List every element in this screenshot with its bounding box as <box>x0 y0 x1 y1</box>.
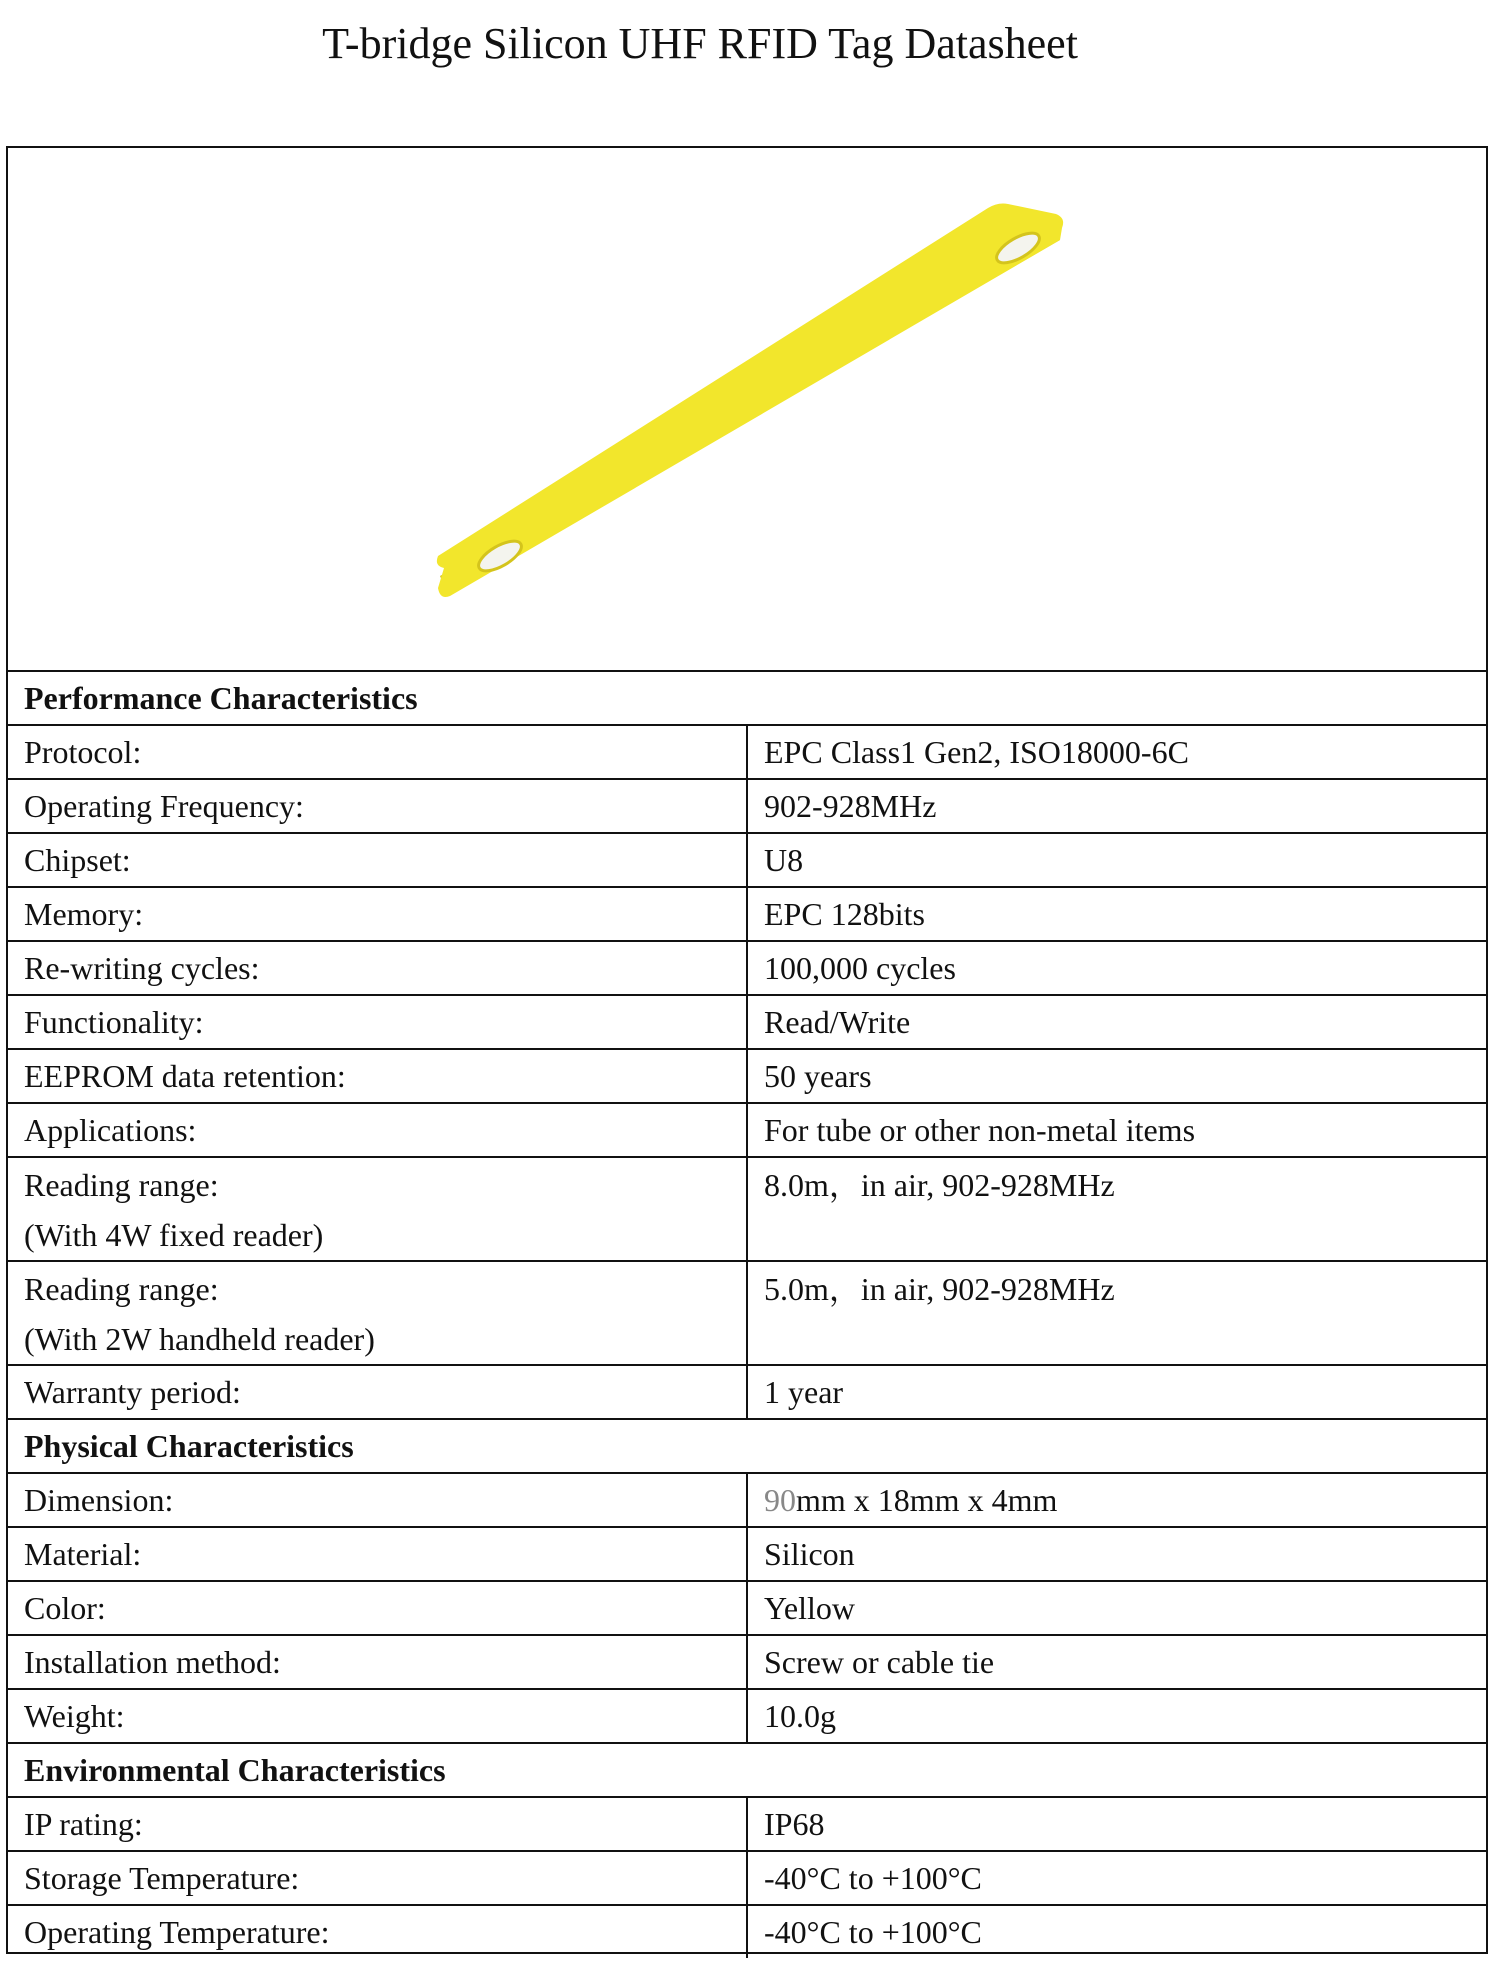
spec-value: 50 years <box>747 1049 1486 1103</box>
spec-row <box>8 941 1486 995</box>
spec-row <box>8 995 1486 1049</box>
spec-value: U8 <box>747 833 1486 887</box>
product-image-cell <box>8 148 1486 670</box>
spec-label: Re-writing cycles: <box>8 941 747 995</box>
spec-row <box>8 1851 1486 1905</box>
page-title: T-bridge Silicon UHF RFID Tag Datasheet <box>322 19 1078 68</box>
spec-label: Functionality: <box>8 995 747 1049</box>
spec-value: EPC 128bits <box>747 887 1486 941</box>
section-heading: Physical Characteristics <box>8 1419 1486 1473</box>
spec-row <box>8 887 1486 941</box>
section-heading-row <box>8 1743 1486 1797</box>
spec-value: Yellow <box>747 1581 1486 1635</box>
spec-row <box>8 725 1486 779</box>
spec-value: -40°C to +100°C <box>747 1905 1486 1958</box>
spec-row <box>8 1527 1486 1581</box>
spec-row <box>8 1261 1486 1365</box>
spec-value: IP68 <box>747 1797 1486 1851</box>
spec-label: Operating Frequency: <box>8 779 747 833</box>
spec-label: Warranty period: <box>8 1365 747 1419</box>
spec-label: Reading range: (With 2W handheld reader) <box>8 1261 747 1365</box>
spec-value: 902-928MHz <box>747 779 1486 833</box>
spec-row <box>8 1157 1486 1261</box>
spec-label: Memory: <box>8 887 747 941</box>
spec-row <box>8 1049 1486 1103</box>
spec-row <box>8 1689 1486 1743</box>
spec-row <box>8 1905 1486 1958</box>
spec-label: Color: <box>8 1581 747 1635</box>
spec-row <box>8 1581 1486 1635</box>
spec-label: Material: <box>8 1527 747 1581</box>
spec-row <box>8 833 1486 887</box>
spec-value: Silicon <box>747 1527 1486 1581</box>
spec-row <box>8 1365 1486 1419</box>
product-image <box>8 148 1486 670</box>
spec-label: Protocol: <box>8 725 747 779</box>
spec-table <box>8 670 1486 1958</box>
spec-value: 90mm x 18mm x 4mm <box>747 1473 1486 1527</box>
spec-label: Operating Temperature: <box>8 1905 747 1958</box>
spec-row <box>8 779 1486 833</box>
tag-top <box>437 204 1063 598</box>
spec-value: 1 year <box>747 1365 1486 1419</box>
spec-value: Screw or cable tie <box>747 1635 1486 1689</box>
spec-value: -40°C to +100°C <box>747 1851 1486 1905</box>
spec-row <box>8 1103 1486 1157</box>
spec-label: Storage Temperature: <box>8 1851 747 1905</box>
spec-label: Dimension: <box>8 1473 747 1527</box>
spec-row <box>8 1635 1486 1689</box>
section-heading: Performance Characteristics <box>8 671 1486 725</box>
spec-row <box>8 1797 1486 1851</box>
spec-value: 10.0g <box>747 1689 1486 1743</box>
spec-value: For tube or other non-metal items <box>747 1103 1486 1157</box>
spec-label: Reading range: (With 4W fixed reader) <box>8 1157 747 1261</box>
spec-label: EEPROM data retention: <box>8 1049 747 1103</box>
spec-value: Read/Write <box>747 995 1486 1049</box>
spec-label: Installation method: <box>8 1635 747 1689</box>
section-heading-row <box>8 1419 1486 1473</box>
section-heading: Environmental Characteristics <box>8 1743 1486 1797</box>
datasheet-table <box>6 146 1488 1954</box>
spec-label: IP rating: <box>8 1797 747 1851</box>
spec-value: EPC Class1 Gen2, ISO18000-6C <box>747 725 1486 779</box>
spec-label: Weight: <box>8 1689 747 1743</box>
spec-label: Applications: <box>8 1103 747 1157</box>
spec-row <box>8 1473 1486 1527</box>
spec-value: 100,000 cycles <box>747 941 1486 995</box>
spec-label: Chipset: <box>8 833 747 887</box>
spec-value: 8.0m，in air, 902-928MHz <box>747 1157 1486 1261</box>
spec-value: 5.0m，in air, 902-928MHz <box>747 1261 1486 1365</box>
section-heading-row <box>8 671 1486 725</box>
